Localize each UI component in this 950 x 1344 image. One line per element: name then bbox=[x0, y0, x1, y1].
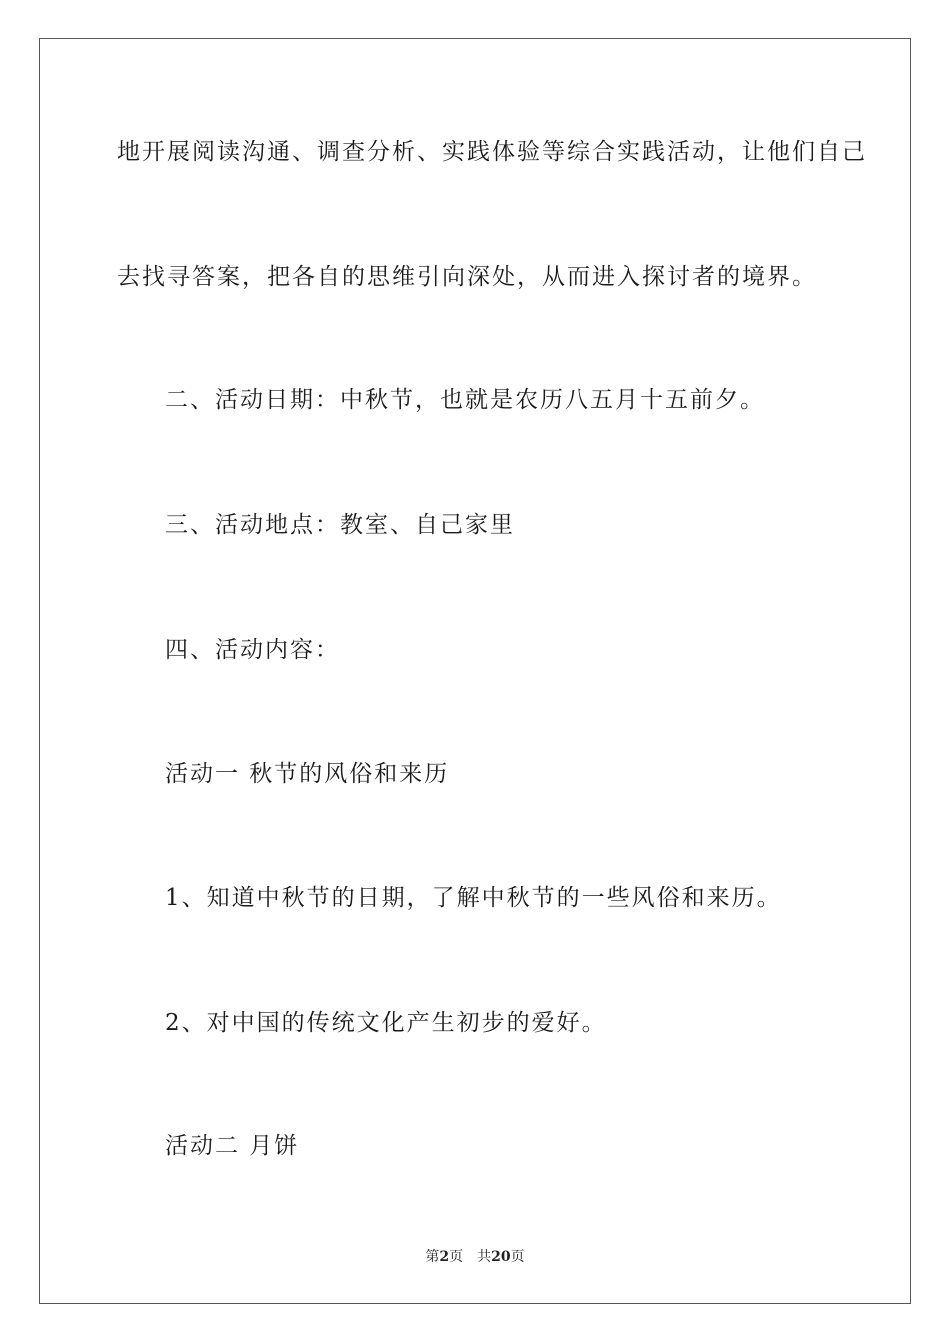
body-paragraph: 地开展阅读沟通、调查分析、实践体验等综合实践活动，让他们自己 bbox=[117, 139, 867, 165]
total-prefix: 共 bbox=[477, 1249, 492, 1265]
activity-title-1: 活动一 秋节的风俗和来历 bbox=[165, 761, 450, 787]
page-prefix: 第 bbox=[425, 1249, 440, 1265]
section-heading-date: 二、活动日期：中秋节，也就是农历八五月十五前夕。 bbox=[165, 387, 765, 413]
section-heading-location: 三、活动地点：教室、自己家里 bbox=[165, 512, 515, 538]
total-page-number: 20 bbox=[491, 1249, 511, 1265]
page-suffix: 页 bbox=[449, 1249, 464, 1265]
list-item: 1、知道中秋节的日期，了解中秋节的一些风俗和来历。 bbox=[165, 885, 782, 911]
current-page-number: 2 bbox=[439, 1249, 450, 1265]
section-heading-content: 四、活动内容： bbox=[165, 637, 340, 663]
list-item: 2、对中国的传统文化产生初步的爱好。 bbox=[165, 1010, 607, 1036]
page-frame bbox=[39, 38, 911, 1304]
activity-title-2: 活动二 月饼 bbox=[165, 1133, 300, 1159]
total-suffix: 页 bbox=[510, 1249, 525, 1265]
page-footer bbox=[0, 1248, 950, 1266]
body-paragraph: 去找寻答案，把各自的思维引向深处，从而进入探讨者的境界。 bbox=[117, 264, 817, 290]
